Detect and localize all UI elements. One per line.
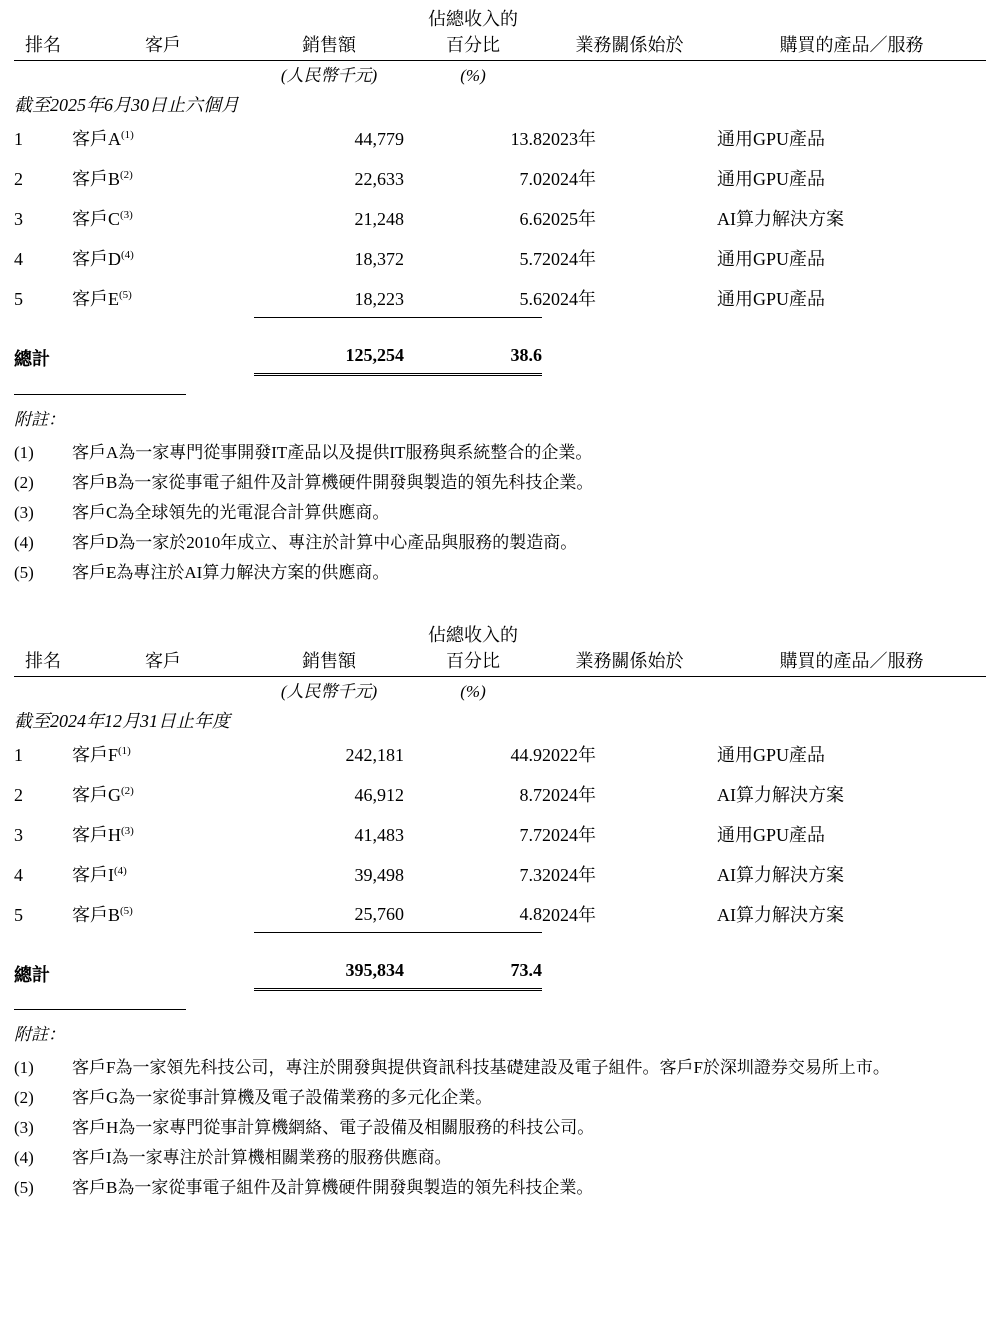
cell-customer [72,773,254,813]
cell-product: AI算力解決方案 [717,864,844,885]
cell-since: 2024年 [542,289,596,309]
cell-sales: 41,483 [354,824,404,845]
cell-since: 2023年 [542,129,596,149]
table-row [14,157,986,197]
customer-table-2024fy [14,622,986,992]
cell-customer [72,853,254,893]
customer-name: 客戶D [72,249,121,269]
cell-since: 2025年 [542,209,596,229]
footnote-ref: (2) [120,169,133,181]
customer-name: 客戶G [72,784,121,805]
unit-pct: (%) [460,681,486,701]
footnote-divider [14,1009,186,1010]
cell-sales: 22,633 [354,169,404,189]
table-units-row [14,61,986,92]
footnote-text: 客戶E為專注於AI算力解決方案的供應商。 [72,562,390,582]
cell-customer [72,277,254,317]
header-pct-line2: 百分比 [404,32,542,61]
total-label: 總計 [14,964,50,985]
cell-sales: 39,498 [354,864,404,885]
footnote-ref: (5) [120,904,133,917]
cell-product: AI算力解決方案 [717,209,844,229]
footnote-item [14,1143,986,1173]
cell-rank: 3 [14,209,23,229]
customer-name: 客戶F [72,744,119,765]
cell-customer [72,733,254,773]
cell-sales: 21,248 [354,209,404,229]
section-gap [14,588,986,622]
footnotes-section-2 [14,1009,986,1203]
unit-pct: (%) [460,66,486,85]
cell-since: 2024年 [542,904,596,925]
customer-table-2025h1 [14,6,986,376]
cell-rank: 1 [14,744,23,765]
footnotes-title: 附註： [14,1025,65,1044]
cell-rank: 4 [14,249,23,269]
header-customer: 客戶 [72,32,254,61]
table-row [14,733,986,773]
cell-rank: 2 [14,784,23,805]
header-pct-line1: 佔總收入的 [428,624,518,645]
header-product: 購買的產品／服務 [717,32,986,61]
table-row [14,237,986,277]
cell-pct: 7.0 [519,169,542,189]
cell-customer [72,197,254,237]
table-row [14,893,986,933]
footnote-ref: (1) [118,744,131,757]
unit-sales: (人民幣千元) [280,66,378,85]
cell-rank: 5 [14,904,23,925]
total-sales: 395,834 [254,933,404,990]
footnote-text: 客戶B為一家從事電子組件及計算機硬件開發與製造的領先科技企業。 [72,472,594,492]
footnote-item [14,1113,986,1143]
customer-name: 客戶C [72,209,121,229]
table-row [14,773,986,813]
cell-customer [72,893,254,933]
cell-since: 2022年 [542,744,596,765]
cell-sales: 18,223 [254,277,404,317]
footnote-text: 客戶F為一家領先科技公司，專注於開發與提供資訊科技基礎建設及電子組件。客戶F於深圳證券交易所上市。 [72,1058,890,1077]
footnote-item [14,438,986,468]
footnote-marker: (4) [14,1148,34,1167]
table-row [14,813,986,853]
total-row [14,317,986,374]
total-label: 總計 [14,349,50,369]
cell-since: 2024年 [542,169,596,189]
cell-product: 通用GPU產品 [717,744,826,765]
cell-since: 2024年 [542,784,596,805]
header-since: 業務關係始於 [542,32,717,61]
footnote-ref: (4) [121,249,134,261]
cell-customer [72,813,254,853]
cell-product: 通用GPU產品 [717,169,826,189]
cell-since: 2024年 [542,864,596,885]
header-sales: 銷售額 [254,32,404,61]
cell-pct: 4.8 [404,893,542,933]
cell-rank: 4 [14,864,23,885]
cell-pct: 44.9 [510,744,542,765]
table-header-line1 [14,6,986,32]
footnote-ref: (4) [114,864,127,877]
cell-pct: 7.3 [519,864,542,885]
header-customer: 客戶 [72,648,254,677]
section-title-row [14,707,986,733]
table-row [14,277,986,317]
footnote-divider [14,394,186,395]
total-pct: 73.4 [404,933,542,990]
customer-name: 客戶E [72,289,119,309]
cell-customer [72,157,254,197]
total-sales: 125,254 [254,317,404,374]
total-pct: 38.6 [404,317,542,374]
header-product: 購買的產品／服務 [717,648,986,677]
cell-sales: 18,372 [354,249,404,269]
cell-since: 2024年 [542,249,596,269]
footnote-item [14,528,986,558]
cell-pct: 8.7 [519,784,542,805]
footnotes-section-1 [14,394,986,588]
footnote-text: 客戶G為一家從事計算機及電子設備業務的多元化企業。 [72,1088,493,1107]
footnote-marker: (1) [14,442,34,462]
section-title: 截至2025年6月30日止六個月 [14,95,239,115]
footnote-marker: (2) [14,472,34,492]
total-row [14,933,986,990]
footnote-text: 客戶D為一家於2010年成立、專注於計算中心產品與服務的製造商。 [72,532,578,552]
table-units-row [14,676,986,707]
header-pct-line2: 百分比 [404,648,542,677]
footnote-ref: (5) [119,289,132,301]
footnote-text: 客戶B為一家從事電子組件及計算機硬件開發與製造的領先科技企業。 [72,1178,594,1197]
footnote-text: 客戶H為一家專門從事計算機網絡、電子設備及相關服務的科技公司。 [72,1118,595,1137]
cell-rank: 5 [14,289,23,309]
cell-sales: 46,912 [354,784,404,805]
table-header-line1 [14,622,986,648]
cell-since: 2024年 [542,824,596,845]
cell-rank: 3 [14,824,23,845]
footnote-marker: (2) [14,1088,34,1107]
cell-pct: 5.7 [519,249,542,269]
cell-product: 通用GPU產品 [717,249,826,269]
section-title-row [14,91,986,117]
cell-product: 通用GPU產品 [717,129,826,149]
footnote-text: 客戶I為一家專注於計算機相關業務的服務供應商。 [72,1148,452,1167]
header-rank: 排名 [14,32,72,61]
customer-name: 客戶B [72,169,121,189]
header-rank: 排名 [14,648,72,677]
cell-product: 通用GPU產品 [717,289,826,309]
customer-name: 客戶I [72,864,114,885]
header-sales: 銷售額 [254,648,404,677]
footnote-marker: (3) [14,1118,34,1137]
customer-name: 客戶B [72,904,121,925]
footnote-ref: (3) [121,824,134,837]
header-since: 業務關係始於 [542,648,717,677]
cell-product: AI算力解決方案 [717,784,844,805]
cell-rank: 2 [14,169,23,189]
footnote-text: 客戶A為一家專門從事開發IT產品以及提供IT服務與系統整合的企業。 [72,442,593,462]
cell-pct: 5.6 [404,277,542,317]
customer-name: 客戶A [72,129,121,149]
customer-name: 客戶H [72,824,121,845]
table-header-line2 [14,32,986,61]
cell-sales: 242,181 [345,744,404,765]
footnote-marker: (5) [14,562,34,582]
table-row [14,853,986,893]
footnote-item [14,1173,986,1203]
header-pct-line1: 佔總收入的 [428,9,518,29]
table-row [14,117,986,157]
footnote-item [14,468,986,498]
footnote-ref: (1) [121,129,134,141]
section-title: 截至2024年12月31日止年度 [14,710,230,731]
cell-product: 通用GPU產品 [717,824,826,845]
cell-customer [72,117,254,157]
footnote-item [14,498,986,528]
cell-rank: 1 [14,129,23,149]
cell-sales: 25,760 [254,893,404,933]
table-header-line2 [14,648,986,677]
cell-pct: 13.8 [510,129,542,149]
footnote-marker: (4) [14,532,34,552]
footnote-marker: (3) [14,502,34,522]
footnote-ref: (2) [121,784,134,797]
footnote-text: 客戶C為全球領先的光電混合計算供應商。 [72,502,390,522]
footnote-item [14,1053,986,1083]
footnote-marker: (1) [14,1058,34,1077]
unit-sales: (人民幣千元) [280,681,378,701]
table-row [14,197,986,237]
footnote-ref: (3) [120,209,133,221]
footnote-item [14,1083,986,1113]
cell-customer [72,237,254,277]
cell-pct: 7.7 [519,824,542,845]
cell-sales: 44,779 [354,129,404,149]
cell-product: AI算力解決方案 [717,904,844,925]
footnote-marker: (5) [14,1178,34,1197]
footnote-item [14,558,986,588]
cell-pct: 6.6 [519,209,542,229]
footnotes-title: 附註： [14,409,65,429]
